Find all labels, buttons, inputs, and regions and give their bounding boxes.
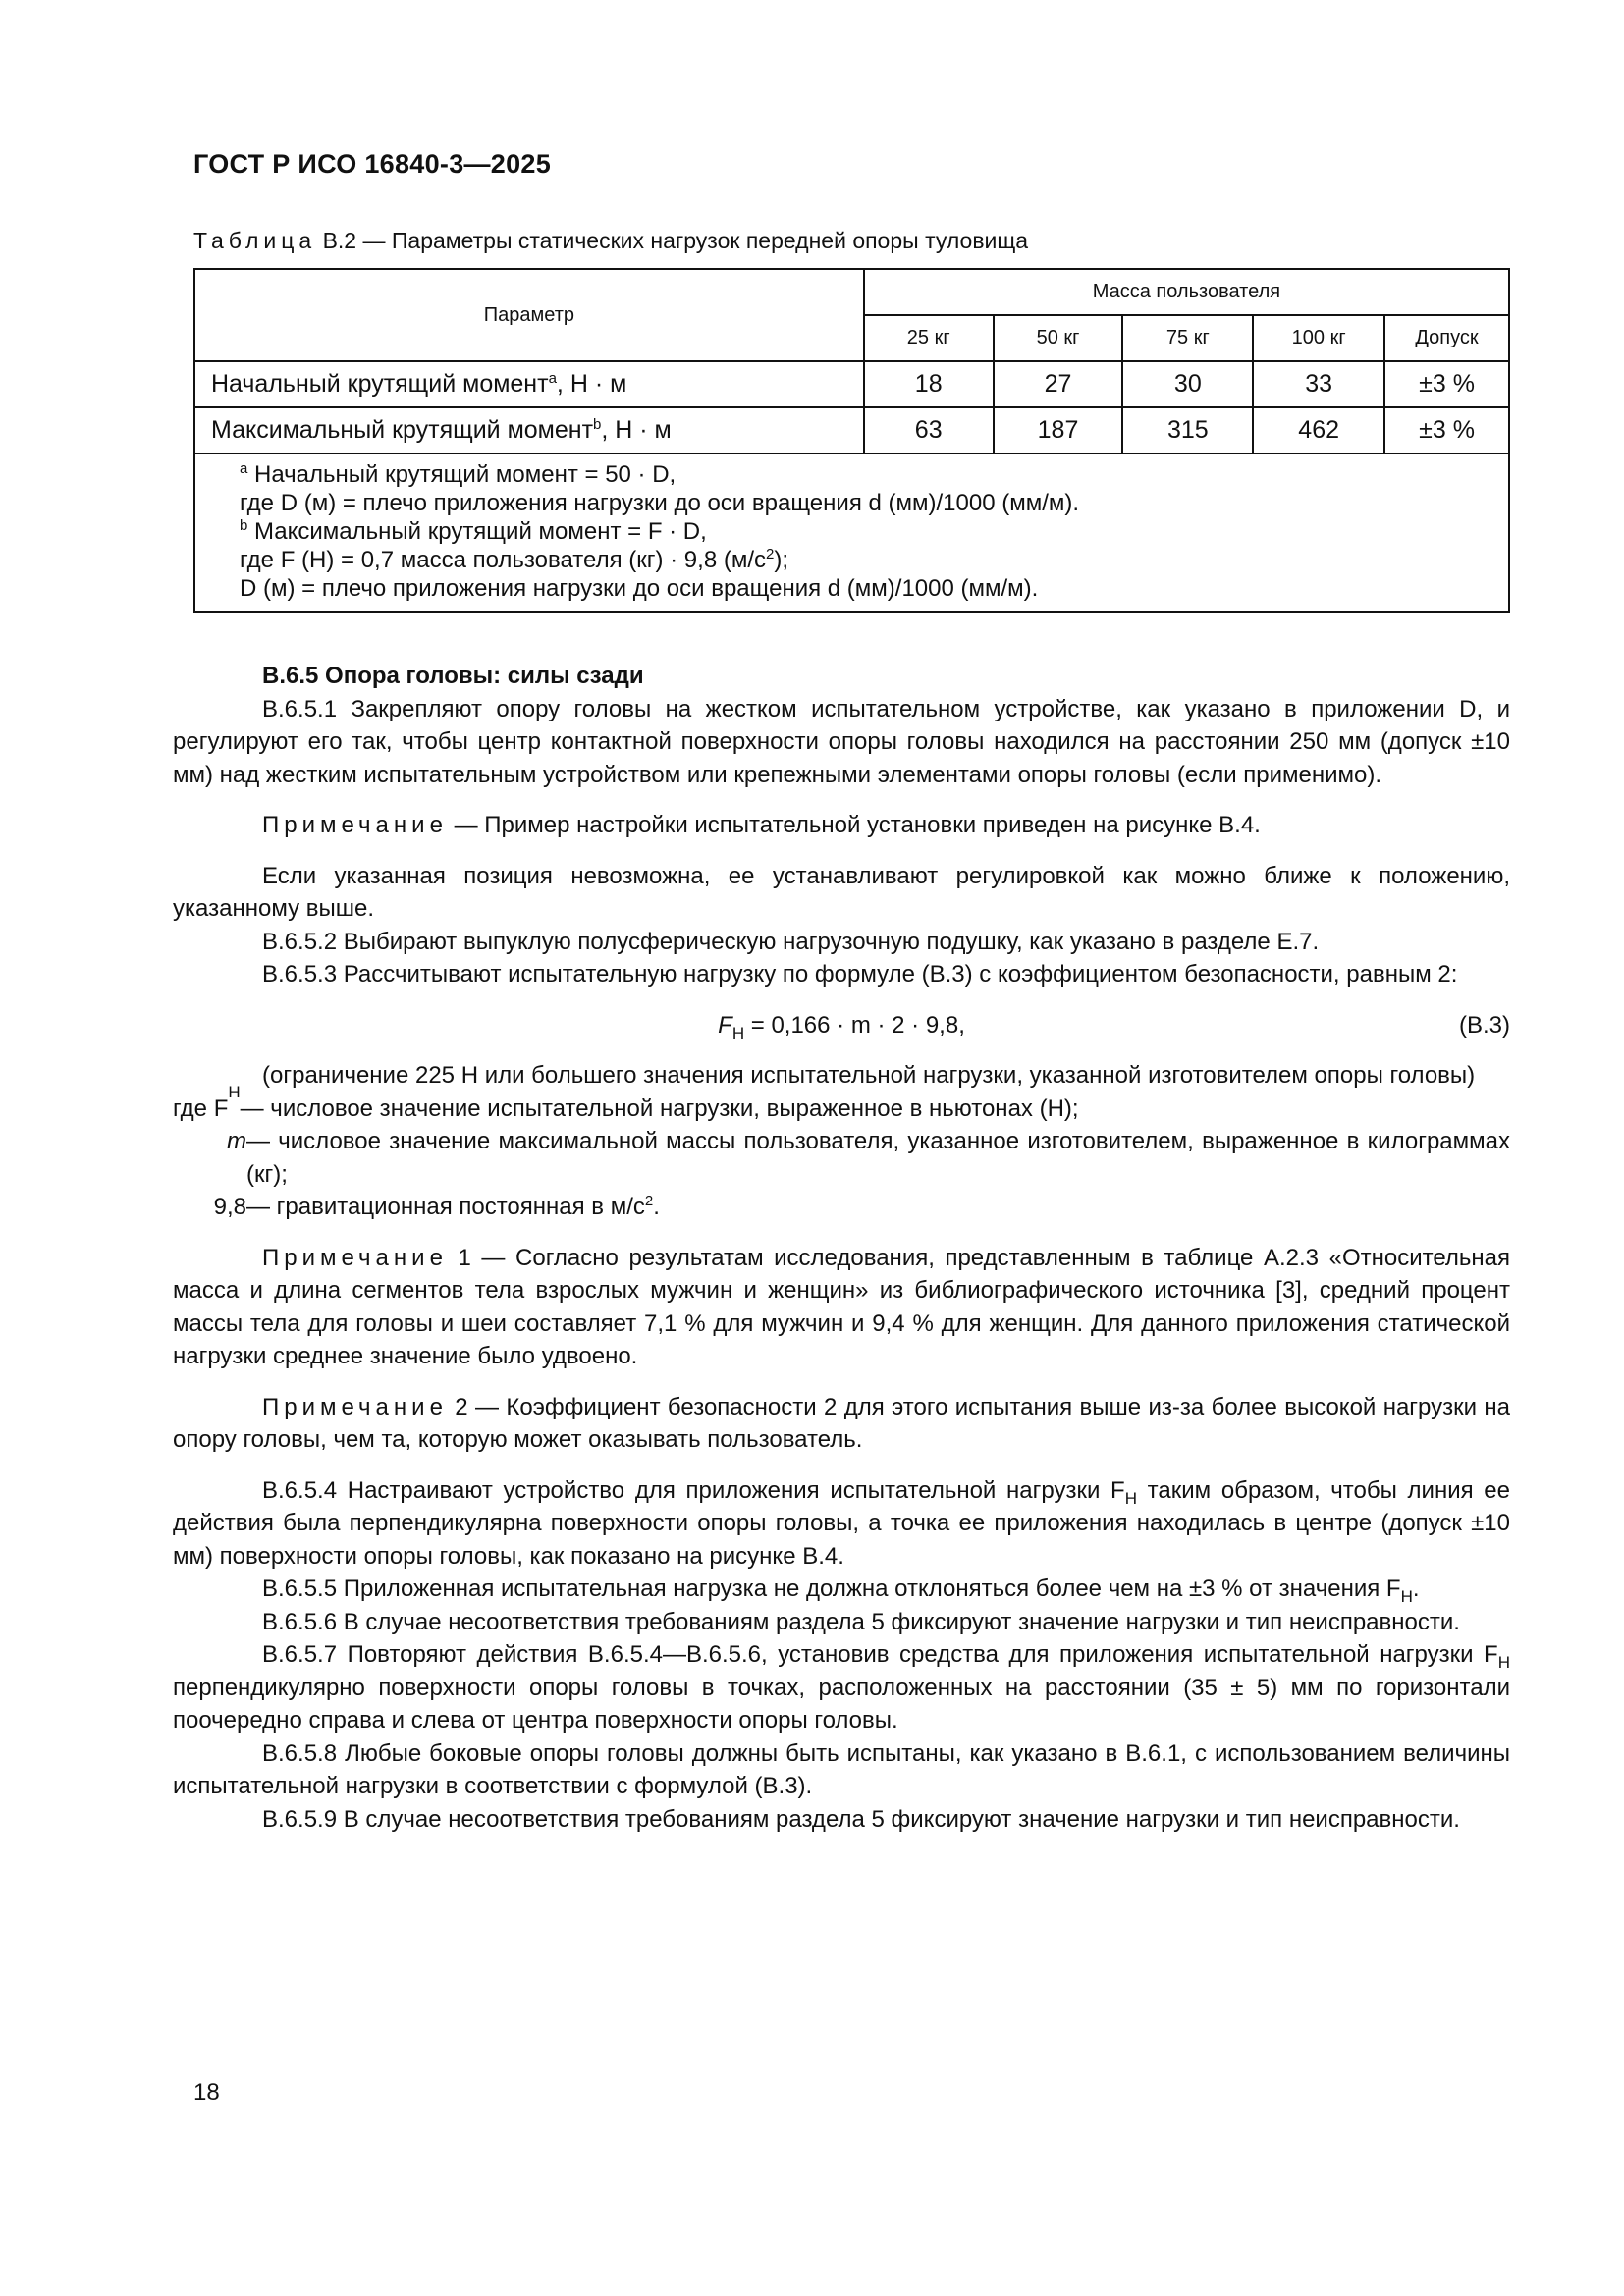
footnote-b: $^b$ Максимальный крутящий момент = F · D, xyxy=(240,517,707,545)
page-number: 18 xyxy=(193,2079,220,2106)
table-cell: 18 xyxy=(864,361,994,407)
table-cell: ±3 % xyxy=(1384,361,1509,407)
paragraph: В.6.5.8 Любые боковые опоры головы должны быть испытаны, как указано в В.6.1, с использованием величины испытательной нагрузки в соответствии с формулой (В.3). xyxy=(173,1739,1510,1799)
table-cell: 30 xyxy=(1122,361,1253,407)
formula-b3: $F_Н = 0,166 \cdot m \cdot 2 \cdot 9,8$, (В.3) xyxy=(173,1009,1510,1042)
row-param: Начальный крутящий момент$^a$, Н · м xyxy=(194,361,864,407)
where-item: m — числовое значение максимальной массы пользователя, указанное изготовителем, выраженное в килограммах (кг); xyxy=(227,1128,1510,1188)
paragraph: (ограничение 225 Н или большего значения испытательной нагрузки, указанной изготовителем опоры головы) xyxy=(262,1062,1476,1089)
table-cell: 33 xyxy=(1253,361,1384,407)
row-param: Максимальный крутящий момент$^b$, Н · м xyxy=(194,407,864,454)
footnote-a-where: где D (м) = плечо приложения нагрузки до оси вращения d (мм)/1000 (мм/м). xyxy=(240,490,1080,516)
col-header: Допуск xyxy=(1384,315,1509,361)
note: Примечание 1 — Согласно результатам исследования, представленным в таблице А.2.3 «Относительная масса и длина сегментов тела взрослых мужчин и женщин» из библиографического источника [3], средний процент массы тела для головы и шеи составляет 7,1 % для мужчин и 9,4 % для женщин. Для данного приложения статической нагрузки среднее значение было удвоено. xyxy=(173,1244,1510,1369)
document-header: ГОСТ Р ИСО 16840-3—2025 xyxy=(193,149,552,179)
table-caption-label: Таблица xyxy=(193,228,317,253)
col-header: 50 кг xyxy=(994,315,1123,361)
paragraph: В.6.5.1 Закрепляют опору головы на жестком испытательном устройстве, как указано в приложении D, и регулируют его так, чтобы центр контактной поверхности опоры головы находился на расстоянии 250 мм (допуск ±10 мм) над жестким испытательным устройством или крепежными элементами опоры головы (если применимо). xyxy=(173,695,1510,788)
paragraph: В.6.5.2 Выбирают выпуклую полусферическую нагрузочную подушку, как указано в разделе Е.7. xyxy=(262,928,1320,955)
table-cell: 187 xyxy=(994,407,1123,454)
mass-header: Масса пользователя xyxy=(864,269,1509,315)
paragraph: В.6.5.7 Повторяют действия В.6.5.4—В.6.5.6, установив средства для приложения испытательной нагрузки $F_Н$ перпендикулярно поверхности опоры головы в точках, расположенных на расстоянии (35 ± 5) мм по горизонтали поочередно справа и слева от центра поверхности опоры головы. xyxy=(173,1641,1510,1734)
table-caption xyxy=(193,228,1028,254)
paragraph: Если указанная позиция невозможна, ее устанавливают регулировкой как можно ближе к положению, указанному выше. xyxy=(173,862,1510,922)
footnote-b-d: D (м) = плечо приложения нагрузки до оси вращения d (мм)/1000 (мм/м). xyxy=(240,575,1039,602)
table-row xyxy=(194,361,1509,407)
table-cell: 315 xyxy=(1122,407,1253,454)
table-row xyxy=(194,407,1509,454)
col-header: 75 кг xyxy=(1122,315,1253,361)
where-item: 9,8 — гравитационная постоянная в $м/с^2$. xyxy=(213,1193,660,1220)
paragraph: В.6.5.5 Приложенная испытательная нагрузка не должна отклоняться более чем на ±3 % от значения $F_Н$. xyxy=(262,1575,1420,1606)
paragraph: В.6.5.3 Рассчитывают испытательную нагрузку по формуле (В.3) с коэффициентом безопасности, равным 2: xyxy=(262,961,1458,988)
col-header: 100 кг xyxy=(1253,315,1384,361)
col-header: 25 кг xyxy=(864,315,994,361)
table-cell: 27 xyxy=(994,361,1123,407)
table-caption-text: В.2 — Параметры статических нагрузок передней опоры туловища xyxy=(322,228,1029,253)
where-item: где F Н — числовое значение испытательной нагрузки, выраженное в ньютонах (Н); xyxy=(173,1082,1079,1122)
footnote-a: $^a$ Начальный крутящий момент = 50 · D, xyxy=(240,460,677,488)
table-footnotes xyxy=(194,454,1509,612)
body-text xyxy=(173,660,1510,1836)
formula-number: (В.3) xyxy=(1458,1011,1510,1039)
note: Примечание 2 — Коэффициент безопасности 2 для этого испытания выше из-за более высокой нагрузки на опору головы, чем та, которую может оказывать пользователь. xyxy=(173,1393,1510,1453)
footnote-b-where: где F (Н) = 0,7 масса пользователя (кг) · 9,8 $(м/с^2)$; xyxy=(240,546,789,573)
paragraph: В.6.5.4 Настраивают устройство для приложения испытательной нагрузки $F_Н$ таким образом, чтобы линия ее действия была перпендикулярна поверхности опоры головы, а точка ее приложения находилась в центре (допуск ±10 мм) поверхности опоры головы, как показано на рисунке В.4. xyxy=(173,1476,1511,1570)
paragraph: В.6.5.6 В случае несоответствия требованиям раздела 5 фиксируют значение нагрузки и тип неисправности. xyxy=(262,1608,1460,1635)
paragraph: В.6.5.9 В случае несоответствия требованиям раздела 5 фиксируют значение нагрузки и тип неисправности. xyxy=(262,1805,1460,1833)
table-cell: 63 xyxy=(864,407,994,454)
load-parameters-table xyxy=(193,268,1510,613)
note: Примечание — Пример настройки испытательной установки приведен на рисунке В.4. xyxy=(262,812,1261,838)
param-header: Параметр xyxy=(194,269,864,361)
table-cell: 462 xyxy=(1253,407,1384,454)
table-cell: ±3 % xyxy=(1384,407,1509,454)
section-title: В.6.5 Опора головы: силы сзади xyxy=(262,663,644,689)
